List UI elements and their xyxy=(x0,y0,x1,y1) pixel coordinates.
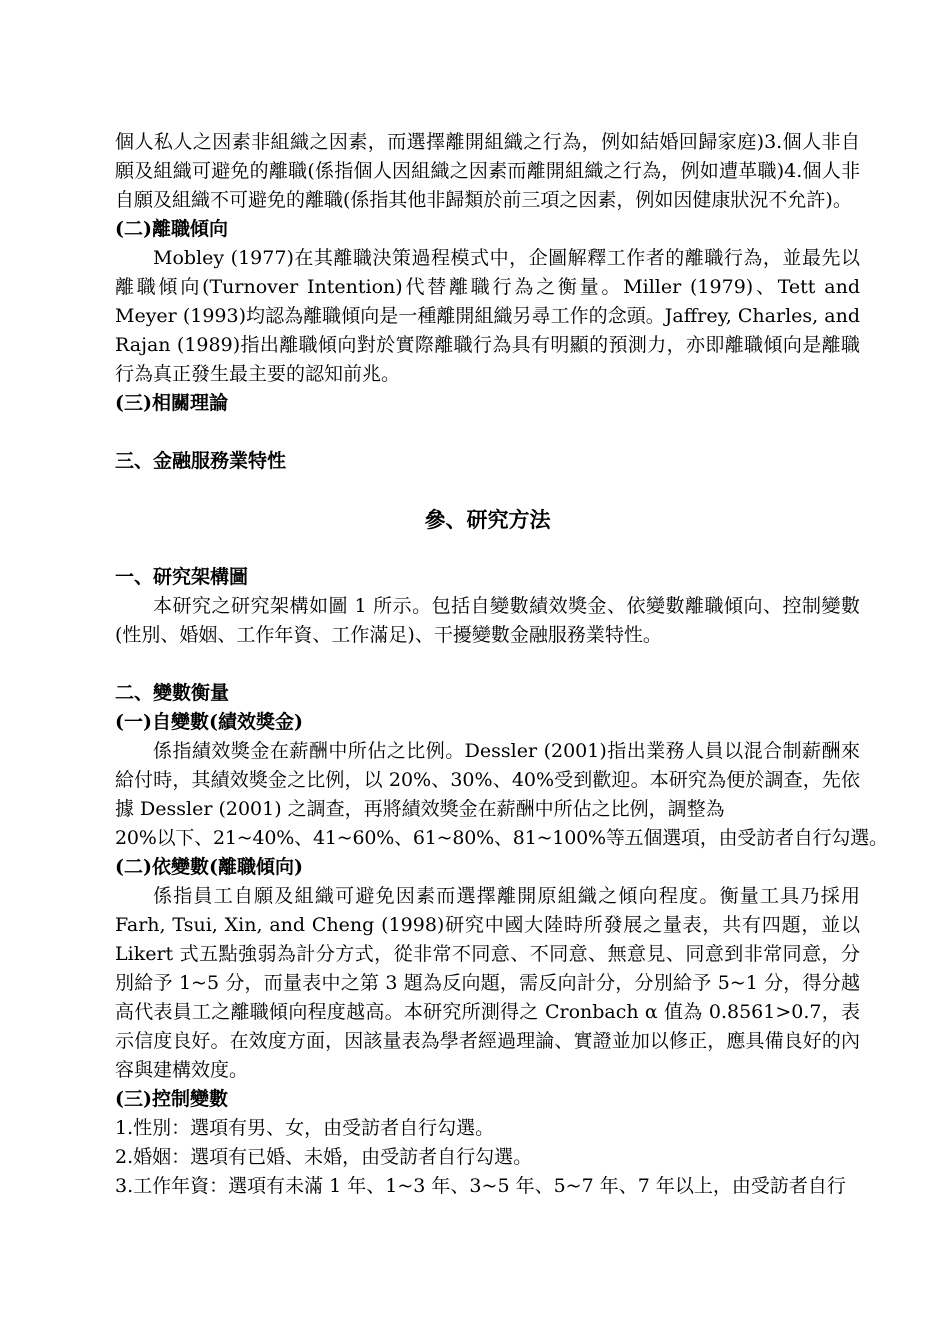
heading-related-theory: (三)相關理論 xyxy=(115,392,228,414)
paragraph-research-framework: 本研究之研究架構如圖 1 所示。包括自變數績效獎金、依變數離職傾向、控制變數(性別、婚姻、工作年資、工作滿足)、干擾變數金融服務業特性。 xyxy=(115,595,860,646)
document-page xyxy=(115,128,888,1201)
heading-dependent-variable: (二)依變數(離職傾向) xyxy=(115,856,303,878)
paragraph-independent-variable: 係指績效獎金在薪酬中所佔之比例。Dessler (2001)指出業務人員以混合制薪酬來給付時，其績效獎金之比例，以 20%、30%、40%受到歡迎。本研究為便於調查，先依據 Dessler (2001) 之調查，再將績效獎金在薪酬中所佔之比例，調整為 xyxy=(115,740,860,820)
paragraph-dependent-variable: 係指員工自願及組織可避免因素而選擇離開原組織之傾向程度。衡量工具乃採用 Farh, Tsui, Xin, and Cheng (1998)研究中國大陸時所發展之量表，共有四題，並以 Likert 式五點強弱為計分方式，從非常不同意、不同意、無意見、同意到非常同意，分別給予 1~5 分，而量表中之第 3 題為反向題，需反向計分，分別給予 5~1 分，得分越高代表員工之離職傾向程度越高。本研究所測得之 Cronbach α 值為 0.8561>0.7，表示信度良好。在效度方面，因該量表為學者經過理論、實證並加以修正，應具備良好的內容與建構效度。 xyxy=(115,885,860,1081)
spacer xyxy=(115,418,860,447)
heading-turnover-intention: (二)離職傾向 xyxy=(115,218,228,240)
section-title-research-method: 參、研究方法 xyxy=(424,507,551,532)
heading-financial-services: 三、金融服務業特性 xyxy=(115,450,287,472)
control-variable-gender: 1.性別：選項有男、女，由受訪者自行勾選。 xyxy=(115,1117,495,1139)
spacer xyxy=(115,650,860,679)
paragraph-independent-variable-options: 20%以下、21~40%、41~60%、61~80%、81~100%等五個選項，由受訪者自行勾選。 xyxy=(115,827,888,849)
control-variable-tenure: 3.工作年資：選項有未滿 1 年、1~3 年、3~5 年、5~7 年、7 年以上，由受訪者自行 xyxy=(115,1175,846,1197)
heading-control-variables: (三)控制變數 xyxy=(115,1088,228,1110)
spacer xyxy=(115,534,860,563)
control-variable-marital: 2.婚姻：選項有已婚、未婚，由受訪者自行勾選。 xyxy=(115,1146,533,1168)
heading-independent-variable: (一)自變數(績效獎金) xyxy=(115,711,303,733)
spacer xyxy=(115,476,860,505)
paragraph-turnover-intention: Mobley (1977)在其離職決策過程模式中，企圖解釋工作者的離職行為，並最先以離職傾向(Turnover Intention)代替離職行為之衡量。Miller (1979)、Tett and Meyer (1993)均認為離職傾向是一種離開組織另尋工作的念頭。Jaffrey, Charles, and Rajan (1989)指出離職傾向對於實際離職行為具有明顯的預測力，亦即離職傾向是離職行為真正發生最主要的認知前兆。 xyxy=(115,247,860,385)
heading-variable-measurement: 二、變數衡量 xyxy=(115,682,230,704)
paragraph-turnover-types: 個人私人之因素非組織之因素，而選擇離開組織之行為，例如結婚回歸家庭)3.個人非自願及組織可避免的離職(係指個人因組織之因素而離開組織之行為，例如遭革職)4.個人非自願及組織不可避免的離職(係指其他非歸類於前三項之因素，例如因健康狀況不允許)。 xyxy=(115,131,860,211)
heading-research-framework: 一、研究架構圖 xyxy=(115,566,249,588)
